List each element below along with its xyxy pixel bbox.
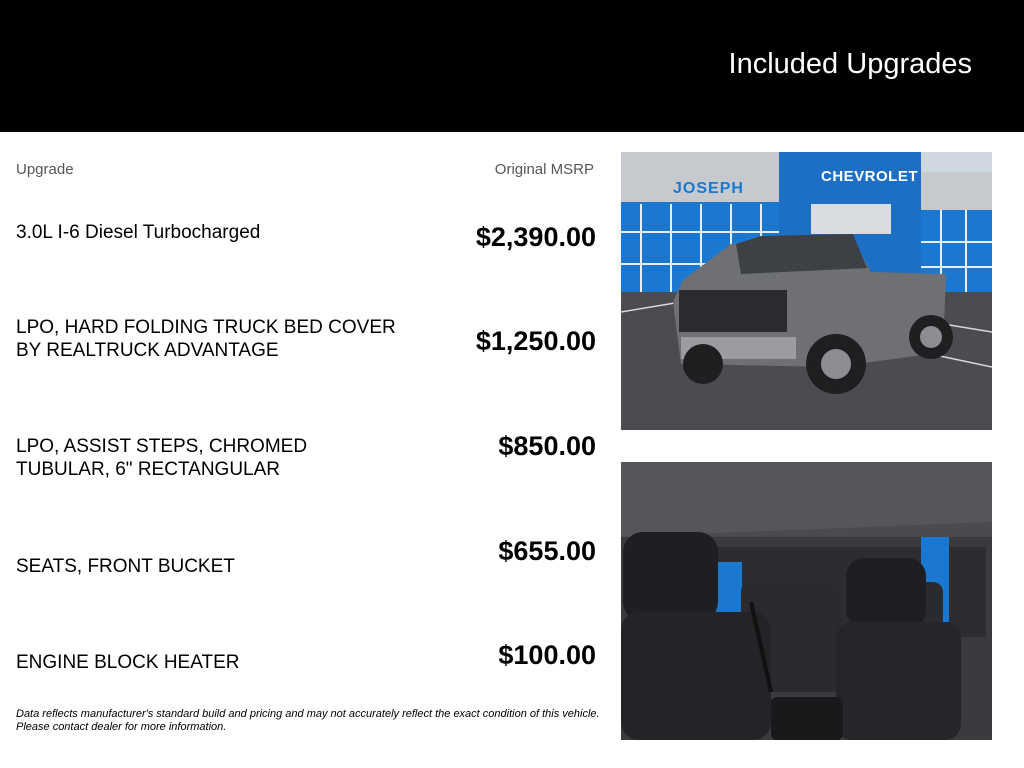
page-header [0,0,1024,132]
dealer-sign-left: JOSEPH [673,180,744,197]
upgrade-price: $100.00 [498,640,596,670]
upgrade-name: LPO, HARD FOLDING TRUCK BED COVER BY REALTRUCK ADVANTAGE [16,317,396,361]
column-header-upgrade: Upgrade [16,161,74,178]
upgrade-price: $655.00 [498,536,596,566]
upgrade-price: $850.00 [498,431,596,461]
upgrade-name: 3.0L I-6 Diesel Turbocharged [16,222,261,243]
interior-photo [621,462,992,740]
column-header-msrp: Original MSRP [494,161,594,178]
upgrade-name: LPO, ASSIST STEPS, CHROMED TUBULAR, 6" RECTANGULAR [16,436,308,480]
upgrade-name: ENGINE BLOCK HEATER [16,652,240,673]
dealer-sign-brand: CHEVROLET [821,168,919,185]
upgrade-price: $2,390.00 [475,222,596,252]
exterior-photo [621,152,992,430]
upgrade-name: SEATS, FRONT BUCKET [16,556,235,577]
page-title: Included Upgrades [728,48,972,80]
disclaimer-footnote: Data reflects manufacturer's standard build and pricing and may not accurately reflect the exact condition of this vehicle. Please contact dealer for more information. [16,708,600,733]
upgrade-price: $1,250.00 [475,326,596,356]
